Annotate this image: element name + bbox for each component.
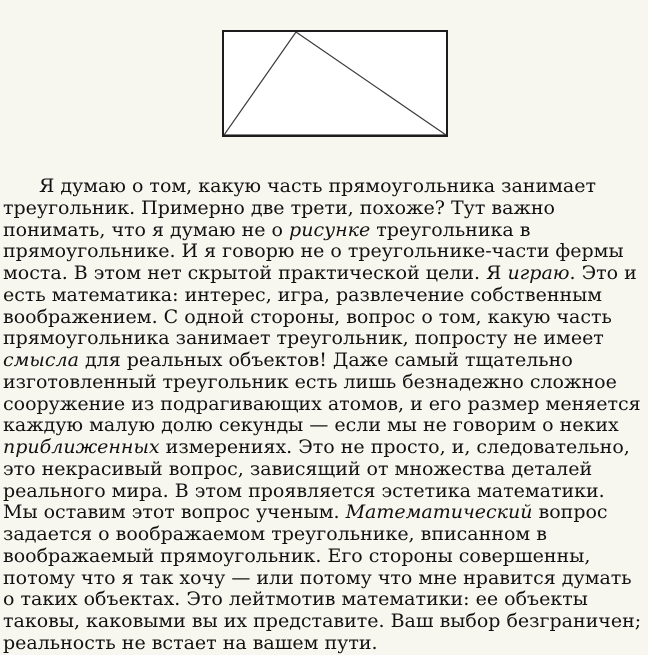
text-segment: измерениях. Это не просто, и, следовательно, это некрасивый вопрос, зависящий от множества деталей реального мира. В этом проявляется эстетика математики. Мы оставим этот вопрос ученым.	[3, 436, 630, 524]
text-segment: для реальных объектов! Даже самый тщательно изготовленный треугольник есть лишь безнадежно сложное сооружение из подрагивающих атомов, и его размер меняется каждую малую долю секунды — если мы не говорим о неких	[3, 349, 641, 437]
text-segment-italic: приближенных	[3, 436, 160, 458]
text-segment: вопрос задается о воображаемом треугольнике, вписанном в воображаемый прямоугольник. Его стороны совершенны, потому что я так хочу — или потому что мне нравится думать о таких объектах. Это лейтмотив математики: ее объекты таковы, каковыми вы их представите. Ваш выбор безграничен; реальность не встает на вашем пути.	[3, 501, 642, 654]
text-segment-italic: играю	[507, 262, 570, 284]
text-segment: треугольника в прямоугольнике. И я говорю не о треугольнике-части фермы моста. В этом нет скрытой практической цели. Я	[3, 218, 624, 284]
paragraph	[3, 176, 644, 655]
text-segment-italic: рисунке	[289, 218, 371, 241]
text-segment: . Это и есть математика: интерес, игра, развлечение собственным воображением. С одной стороны, вопрос о том, какую часть прямоугольника занимает треугольник, попросту не имеет	[3, 262, 637, 350]
inscribed-triangle-drawing	[224, 32, 446, 135]
article-text	[3, 176, 644, 655]
triangle-shape	[224, 32, 446, 135]
text-segment: Я думаю о том, какую часть прямоугольника занимает треугольник. Примерно две трети, похоже? Тут важно понимать, что я думаю не о	[3, 175, 596, 241]
rectangle-figure	[222, 30, 448, 137]
text-segment-italic: смысла	[3, 349, 79, 371]
text-segment-italic: Математический	[345, 501, 533, 524]
